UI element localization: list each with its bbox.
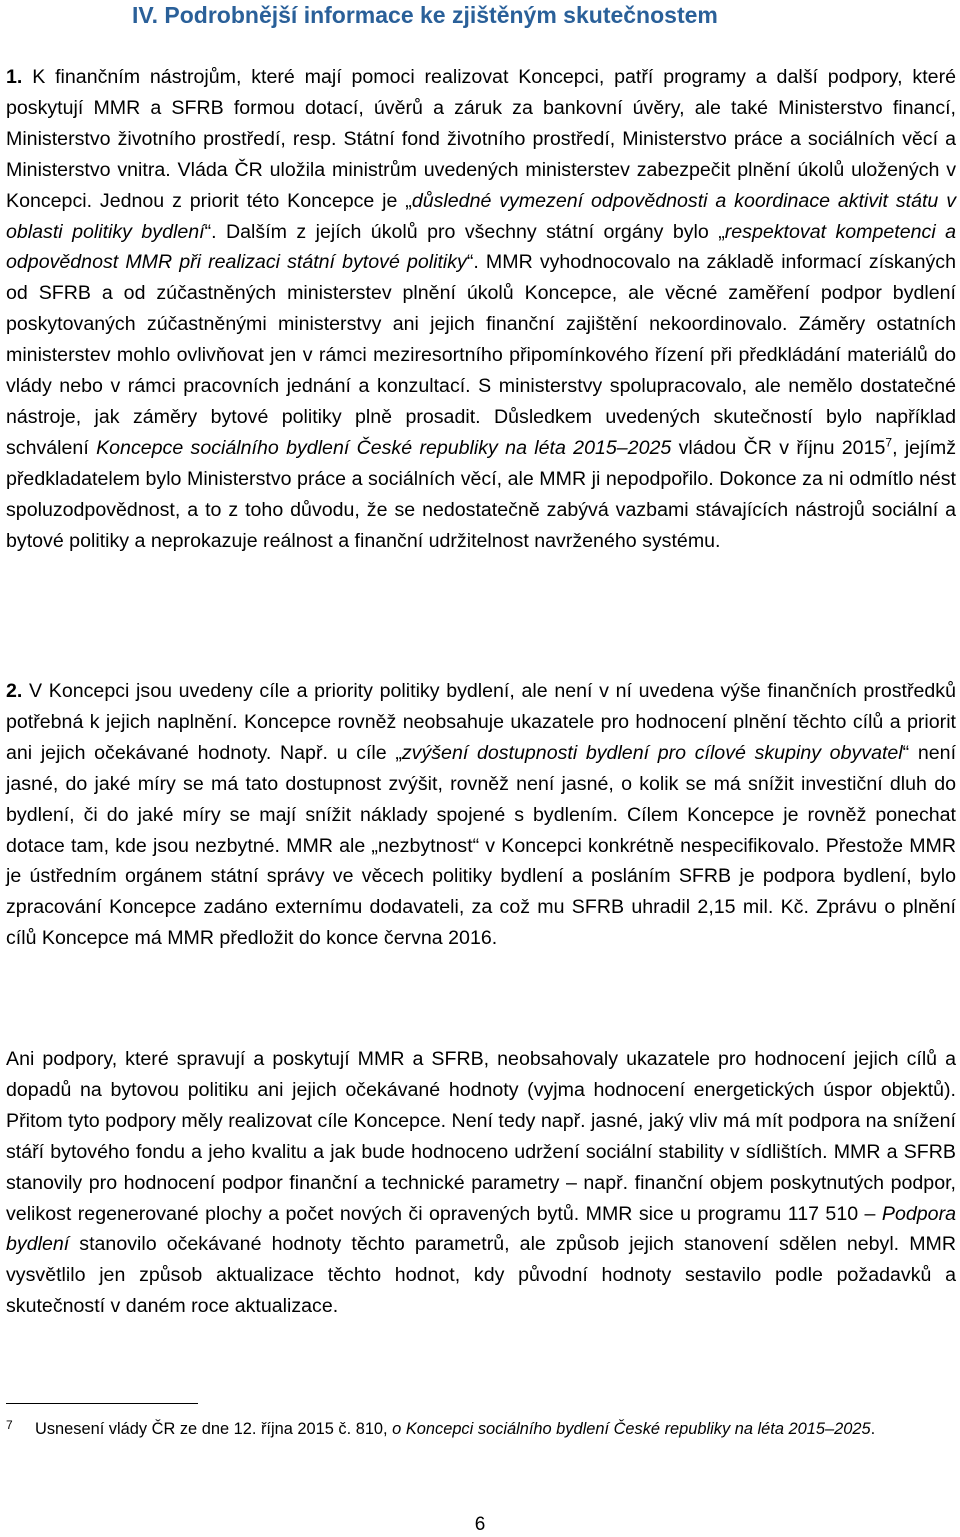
paragraph-text: stanovilo očekávané hodnoty těchto parametrů, ale způsob jejich stanovení sdělen nebyl. MMR vysvětlilo jen způsob aktualizace těchto hodnot, kdy původní hodnoty sestavilo podle požadavků a skutečností v daném roce aktualizace. [6,1233,956,1318]
paragraph-3 [6,1044,956,1322]
paragraph-text: “. Dalším z jejích úkolů pro všechny státní orgány bylo „ [204,220,725,243]
page-number: 6 [474,1514,486,1535]
paragraph-text: “ není jasné, do jaké míry se má tato dostupnost zvýšit, rovněž není jasné, o kolik se má snížit investiční dluh do bydlení, či do jaké míry se mají snížit náklady spojené s bydlením. Cílem Koncepce je rovněž ponechat dotace tam, kde jsou nezbytné. MMR ale „nezbytnost“ v Koncepci konkrétně nespecifikovalo. Přestože MMR je ústředním orgánem státní správy ve věcech politiky bydlení a posláním SFRB je podpora bydlení, bylo zpracování Koncepce zadáno externímu dodavateli, za což mu SFRB uhradil 2,15 mil. Kč. Zprávu o plnění cílů Koncepce má MMR předložit do konce června 2016. [6,741,957,950]
paragraph-text: K finančním nástrojům, které mají pomoci realizovat Koncepci, patří programy a další podpory, které poskytují MMR a SFRB formou dotací, úvěrů a záruk za bankovní úvěry, ale také Ministerstvo financí, Ministerstvo životního prostředí, resp. Státní fond životního prostředí, Ministerstvo práce a sociálních věcí a Ministerstvo vnitra. Vláda ČR uložila ministrům uvedených ministerstev zabezpečit plnění úkolů uložených v Koncepci. Jednou z priorit této Koncepce je „ [6,66,956,212]
paragraph-text: “. MMR vyhodnocovalo na základě informací získaných od SFRB a od zúčastněných ministerstev plnění úkolů Koncepce, ale věcné zaměření podpor bydlení poskytovaných zúčastněnými ministerstvy ani jejich finanční zajištění nekoordinovalo. Záměry ostatních ministerstev mohlo ovlivňovat jen v rámci meziresortního připomínkového řízení při předkládání materiálů do vlády nebo v rámci pracovních jednání a konzultací. S ministerstvy spolupracovalo, ale nemělo dostatečné nástroje, jak záměry bytové politiky plně prosadit. Důsledkem uvedených skutečností bylo například schválení [6,251,956,459]
paragraph-text: vládou ČR v říjnu 2015 [671,436,886,459]
footnote-text-part: Usnesení vlády ČR ze dne 12. října 2015 č. 810, [35,1420,393,1438]
paragraph-text: V Koncepci jsou uvedeny cíle a priority politiky bydlení, ale není v ní uvedena výše finančních prostředků potřebná k jejich naplnění. Koncepce rovněž neobsahuje ukazatele pro hodnocení plnění těchto cílů a priorit ani jejich očekávané hodnoty. Např. u cíle „ [6,680,956,764]
footnote-separator [6,1403,198,1404]
paragraph-2 [6,676,956,954]
paragraph-number: 2. [6,680,23,702]
footnote-italic-title: o Koncepci sociálního bydlení České republiky na léta 2015–2025 [392,1420,871,1438]
paragraph-number: 1. [6,66,23,88]
footnote-text-part: . [870,1420,876,1438]
footnote-text [35,1416,956,1442]
section-heading: IV. Podrobnější informace ke zjištěným skutečnostem [132,2,718,28]
footnote-reference[interactable]: 7 [885,435,893,450]
paragraph-text: , jejímž předkladatelem bylo Ministerstvo práce a sociálních věcí, ale MMR ji nepodpořilo. Dokonce za ni odmítlo nést spoluzodpovědnost, a to z toho důvodu, že se nedostatečně zabývá vazbami stávajících nástrojů sociální a bytové politiky a neprokazuje reálnost a finanční udržitelnost navrženého systému. [6,436,956,552]
footnote-mark: 7 [6,1418,13,1432]
italic-quote: důsledné vymezení odpovědnosti a koordinace aktivit státu v oblasti politiky bydlení [6,189,956,243]
italic-title: Koncepce sociálního bydlení České republiky na léta 2015–2025 [96,436,672,459]
italic-quote: zvýšení dostupnosti bydlení pro cílové skupiny obyvatel [401,741,903,764]
italic-program-name: Podpora bydlení [6,1202,956,1256]
paragraph-1 [6,62,956,557]
italic-quote: respektovat kompetenci a odpovědnost MMR při realizaci státní bytové politiky [6,220,957,274]
paragraph-text: Ani podpory, které spravují a poskytují MMR a SFRB, neobsahovaly ukazatele pro hodnocení jejich cílů a dopadů na bytovou politiku ani jejich očekávané hodnoty (vyjma hodnocení energetických úspor objektů). Přitom tyto podpory měly realizovat cíle Koncepce. Není tedy např. jasné, jaký vliv má mít podpora na snížení stáří bytového fondu a jeho kvalitu a jak bude hodnoceno udržení sociální stability v sídlištích. MMR a SFRB stanovily pro hodnocení podpor finanční a technické parametry – např. finanční objem poskytnutých podpor, velikost regenerované plochy a počet nových či opravených bytů. MMR sice u programu 117 510 – [6,1048,956,1225]
footnote [6,1416,956,1442]
